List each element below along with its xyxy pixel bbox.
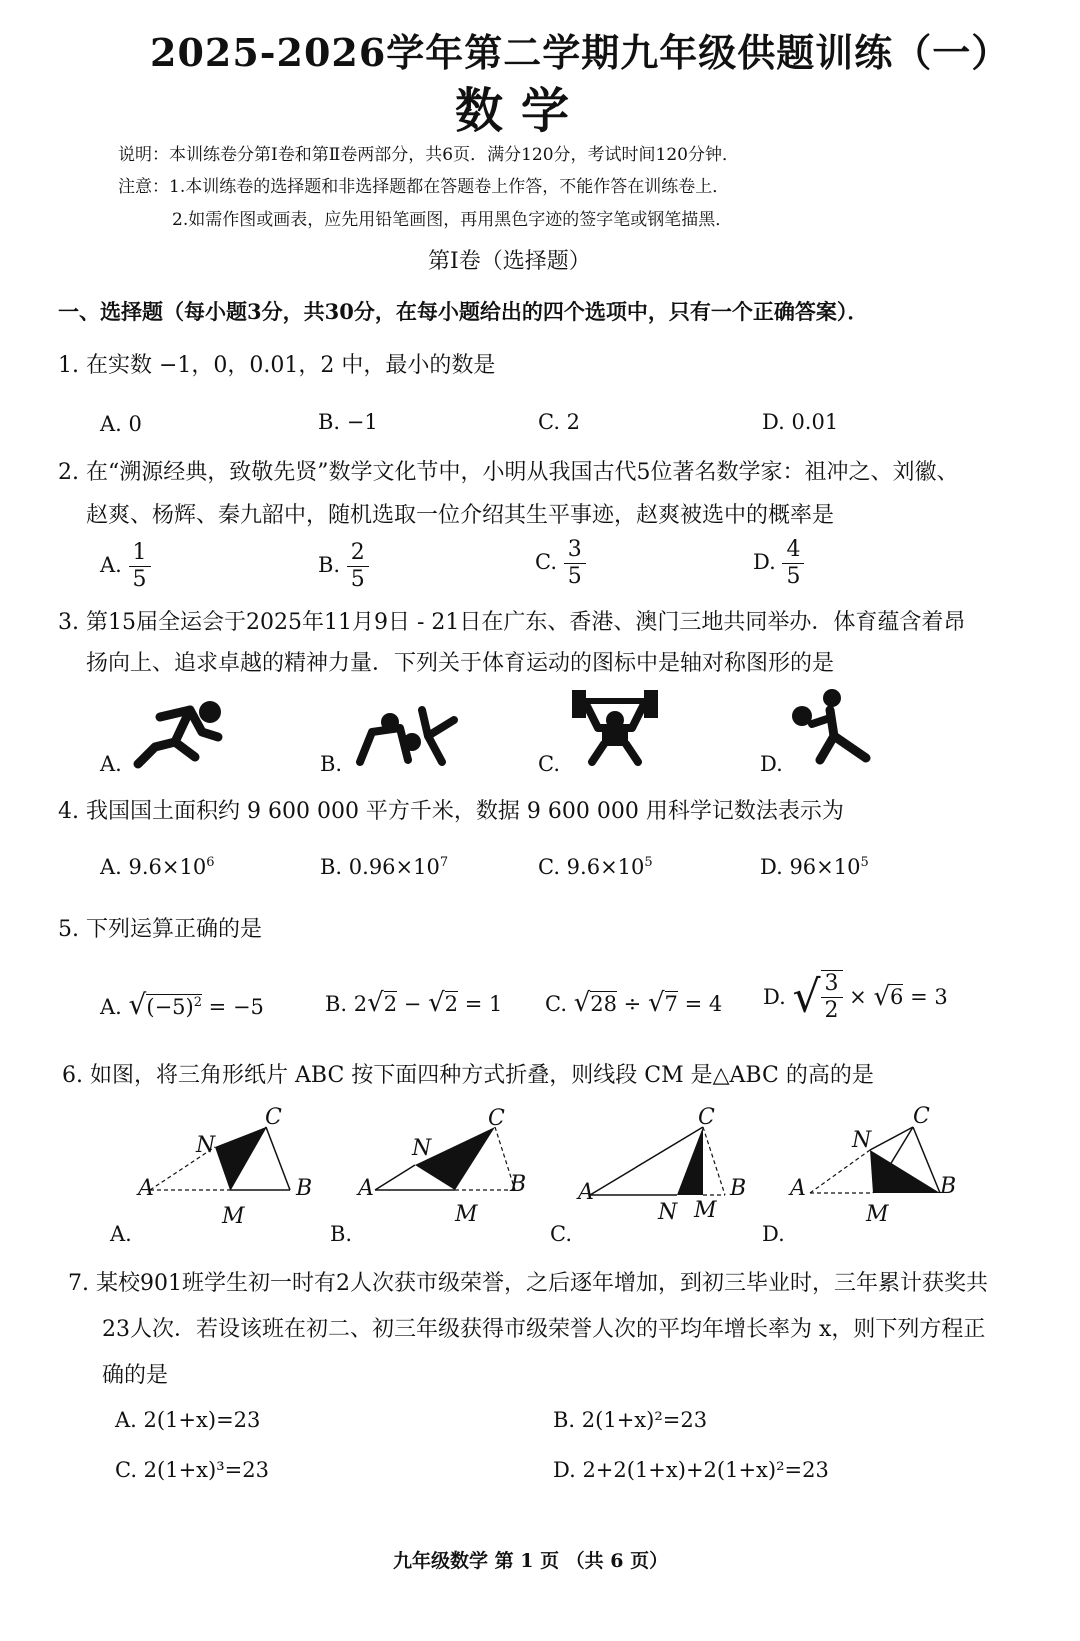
q7-option-b: B. 2(1+x)²=23 — [553, 1408, 708, 1432]
fig-c-point-a: A — [578, 1180, 594, 1205]
fold-figure-b — [355, 1105, 545, 1225]
fig-d-point-c: C — [913, 1104, 930, 1129]
bowling-icon — [790, 688, 880, 768]
fig-d-point-n: N — [852, 1128, 872, 1153]
q2-option-c-fraction: $\frac{3}{5}$ — [564, 537, 586, 590]
q7-option-d: D. 2+2(1+x)+2(1+x)²=23 — [553, 1458, 829, 1482]
q2-option-d-letter: D. — [753, 550, 776, 574]
q3-stem-line1: 3. 第15届全运会于2025年11月9日 - 21日在广东、香港、澳门三地共同举办．体育蕴含着昂 — [58, 610, 966, 635]
q2-option-b — [318, 540, 369, 593]
q7-stem-line3: 确的是 — [102, 1363, 169, 1388]
q2-option-d — [753, 537, 804, 590]
q3-option-c-label: C. — [538, 752, 560, 776]
q2-option-c-letter: C. — [535, 550, 557, 574]
q4-stem: 4. 我国国土面积约 9 600 000 平方千米，数据 9 600 000 用科学记数法表示为 — [58, 799, 844, 824]
fig-c-point-c: C — [698, 1105, 715, 1130]
paper-description: 说明：本训练卷分第Ⅰ卷和第Ⅱ卷两部分，共6页．满分120分，考试时间120分钟． — [118, 145, 739, 165]
q4-option-c: C. $9.6\times 10^5$ — [538, 855, 653, 879]
q1-option-c: C. 2 — [538, 410, 581, 434]
fig-a-point-c: C — [265, 1105, 282, 1130]
q4-option-a: A. $9.6\times 10^6$ — [100, 855, 215, 879]
fig-b-point-c: C — [488, 1106, 505, 1131]
wrestling-icon — [350, 700, 460, 770]
subject-title: 数学 — [455, 83, 588, 139]
q2-stem-line1: 2. 在“溯源经典，致敬先贤”数学文化节中，小明从我国古代5位著名数学家：祖冲之、刘徽、 — [58, 460, 959, 485]
q1-option-a: A. 0 — [100, 412, 142, 436]
q6-option-d: D. — [762, 1222, 785, 1246]
q5-option-c: C. √28 ÷ √7 = 4 — [545, 988, 723, 1018]
q6-option-a: A. — [110, 1222, 132, 1246]
fig-b-point-b: B — [510, 1172, 527, 1197]
q3-option-b-label: B. — [320, 752, 343, 776]
q2-stem-line2: 赵爽、杨辉、秦九韶中，随机选取一位介绍其生平事迹，赵爽被选中的概率是 — [86, 503, 835, 528]
fig-b-point-m: M — [455, 1202, 478, 1227]
page-footer: 九年级数学 第 1 页 （共 6 页） — [393, 1550, 669, 1572]
fig-a-point-a: A — [138, 1176, 154, 1201]
q7-stem-line1: 7. 某校901班学生初一时有2人次获市级荣誉，之后逐年增加，到初三毕业时，三年累计获奖共 — [68, 1271, 988, 1296]
fig-d-point-a: A — [790, 1176, 806, 1201]
fig-c-point-b: B — [730, 1176, 747, 1201]
q5-option-d: D. √ $\frac{3}{2}$ × √6 = 3 — [763, 971, 948, 1023]
fig-a-point-m: M — [222, 1204, 245, 1229]
q5-option-a: A. $√(-5)^2 = -5$ — [100, 988, 264, 1021]
q2-option-b-fraction: $\frac{2}{5}$ — [347, 540, 369, 593]
q6-option-c: C. — [550, 1222, 572, 1246]
q2-option-b-letter: B. — [318, 553, 341, 577]
running-icon — [130, 692, 230, 772]
q1-option-d: D. 0.01 — [762, 410, 839, 434]
fig-c-point-n: N — [658, 1200, 678, 1225]
q3-stem-line2: 扬向上、追求卓越的精神力量．下列关于体育运动的图标中是轴对称图形的是 — [86, 651, 835, 676]
q7-option-a: A. 2(1+x)=23 — [115, 1408, 261, 1432]
q2-option-a-letter: A. — [100, 553, 122, 577]
fig-d-point-m: M — [866, 1202, 889, 1227]
fig-b-point-n: N — [412, 1136, 432, 1161]
fig-a-point-b: B — [296, 1176, 313, 1201]
q5-stem: 5. 下列运算正确的是 — [58, 917, 262, 942]
notice-2: 2.如需作图或画表，应先用铅笔画图，再用黑色字迹的签字笔或钢笔描黑． — [172, 210, 733, 230]
weightlifting-icon — [570, 686, 660, 768]
q2-option-d-fraction: $\frac{4}{5}$ — [782, 537, 804, 590]
q2-option-a-fraction: $\frac{1}{5}$ — [129, 540, 151, 593]
section-heading: 一、选择题（每小题3分，共30分，在每小题给出的四个选项中，只有一个正确答案）． — [58, 299, 869, 324]
paper-title: 2025-2026学年第二学期九年级供题训练（一） — [150, 30, 1011, 75]
notice-1: 注意：1.本训练卷的选择题和非选择题都在答题卷上作答，不能作答在训练卷上． — [118, 177, 730, 197]
q2-option-a — [100, 540, 151, 593]
q5-option-b: B. 2√2 − √2 = 1 — [325, 988, 503, 1018]
q1-stem: 1. 在实数 −1，0，0.01，2 中，最小的数是 — [58, 353, 496, 378]
q7-stem-line2: 23人次．若设该班在初二、初三年级获得市级荣誉人次的平均年增长率为 x，则下列方程正 — [102, 1317, 986, 1342]
q4-option-b: B. $0.96\times 10^7$ — [320, 855, 449, 879]
volume-heading: 第Ⅰ卷（选择题） — [428, 249, 591, 274]
q1-option-b: B. −1 — [318, 410, 378, 434]
fig-a-point-n: N — [196, 1133, 216, 1158]
q4-option-d: D. $96\times 10^5$ — [760, 855, 869, 879]
fig-b-point-a: A — [358, 1176, 374, 1201]
q6-option-b: B. — [330, 1222, 353, 1246]
q3-option-d-label: D. — [760, 752, 783, 776]
q6-stem: 6. 如图，将三角形纸片 ABC 按下面四种方式折叠，则线段 CM 是△ABC 的高的是 — [62, 1063, 874, 1088]
fig-d-point-b: B — [940, 1174, 957, 1199]
fig-c-point-m: M — [694, 1198, 717, 1223]
q3-option-a-label: A. — [100, 752, 122, 776]
q2-option-c — [535, 537, 586, 590]
q7-option-c: C. 2(1+x)³=23 — [115, 1458, 269, 1482]
